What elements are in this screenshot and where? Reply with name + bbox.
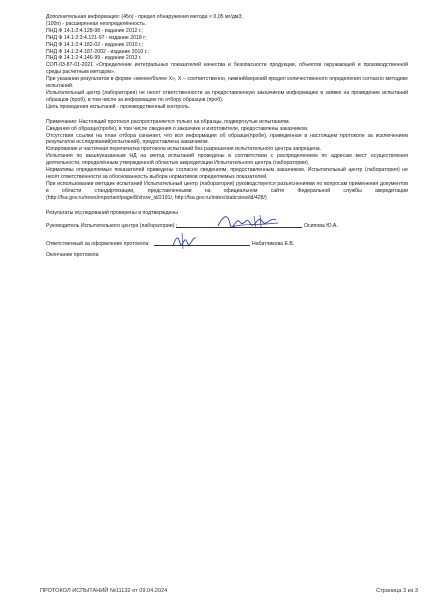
- note-methods-guidance: При использовании методик испытаний Испытательный центр (лаборатория) руководствуется разъяснениями по вопросам применения документов в области стандартизации, представленными на официальном сайте Федеральной службы аккредитации (http://fsa.gov.ru/news/important/page/8/show_id/2191/, http://fsa.gov.ru/index/staticview/id/428/): [46, 180, 408, 201]
- additional-info-line: Дополнительная информация: (45n) - предел обнаружения метода < 0,05 мг/дм3;: [46, 14, 243, 20]
- responsible-signature-row: [46, 234, 408, 248]
- signature-line: [154, 245, 250, 246]
- head-label: Руководитель Испытательного центра (лаборатории) :: [46, 222, 178, 229]
- method-reference: ПНД Ф 14.1:2:4.182-02 - издание 2010 г.;: [46, 41, 144, 48]
- responsible-signature-icon: [170, 231, 200, 251]
- head-name: Осипова Ю.А.: [304, 222, 338, 229]
- end-of-protocol: Окончание протокола: [46, 252, 99, 259]
- head-signature-icon: [214, 212, 284, 232]
- responsible-name: Набатчикова Е.В.: [252, 240, 295, 247]
- head-signature-row: [46, 216, 408, 230]
- note-accreditation-scope: Испытания по вышеуказанным НД на метод испытаний проведены в соответствии с распределением по адресам мест осуществления деятельности, определённым утвержденной областью аккредитации Испытательного центра (лаборатории).: [46, 153, 408, 167]
- note-copying: Копирование и частичная перепечатка протокола испытаний без разрешения испытательного центра запрещена.: [46, 146, 322, 153]
- method-reference: ПНД Ф 14.1:2:4.146-99 - издание 2013 г.: [46, 55, 142, 62]
- method-reference: ПНД Ф 14.1:2:4.128-98 - издание 2012 г.;: [46, 27, 144, 34]
- protocol-number: ПРОТОКОЛ ИСПЫТАНИЙ №11132 от 09.04.2024: [40, 588, 168, 594]
- page-number: Страница 3 из 3: [376, 588, 418, 594]
- uncertainty-line: (100n) - расширенная неопределённость.: [46, 20, 147, 27]
- responsibility-note: Испытательный центр (лаборатория) не несет ответственности за предоставленную заказчиком информацию в заявке на проведение испытаний образцов (проб), в том числе за информацию по отбору образцов (проб).: [46, 89, 408, 103]
- note-sampling-plan: Отсутствия ссылки на план отбора означает, что вся информация об образце(пробе), приведенная в настоящем протоколе за исключением результатов исследований(испытаний), предоставлена заказчиком.: [46, 132, 408, 146]
- note-scope: Примечание: Настоящий протокол распространяется только на образцы, подвергнутые испытаниям.: [46, 118, 290, 125]
- testing-purpose: Цель проведения испытаний - производственный контроль.: [46, 103, 191, 110]
- verified-label: Результаты исследований проверены и подтверждены: [46, 209, 178, 216]
- note-sample-info: Сведения об образце(пробе), в том числе сведения о заказчике и изготовителе, предоставлены заказчиком.: [46, 125, 309, 132]
- page-footer: [0, 588, 436, 598]
- protocol-body: [46, 14, 408, 259]
- method-reference: ПНД Ф 14.1:2:3:4.121-97 - издание 2018 г;: [46, 34, 147, 41]
- sop-reference: СОП-03-87-01-2021 «Определение интегральных показателей качества и безопасности продукции, объектов окружающей и производственной среды расчетным методом».: [46, 62, 408, 76]
- method-reference: ПНД Ф 14.1:2:4.187-2002 - издание 2010 г.;: [46, 48, 149, 55]
- note-standards: Нормативы определяемых показателей приведены согласно сведениям, предоставленным заказчиком. Испытательный центр (лаборатория) не несёт ответственности за обоснованность выбора нормативов определяемых показателей.: [46, 167, 408, 180]
- responsible-label: Ответственный за оформление протокола:: [46, 240, 150, 247]
- limit-note: При указании результатов в форме «менее/более X», X – соответственно, нижний/верхний предел количественного определения согласно методике испытаний.: [46, 76, 408, 90]
